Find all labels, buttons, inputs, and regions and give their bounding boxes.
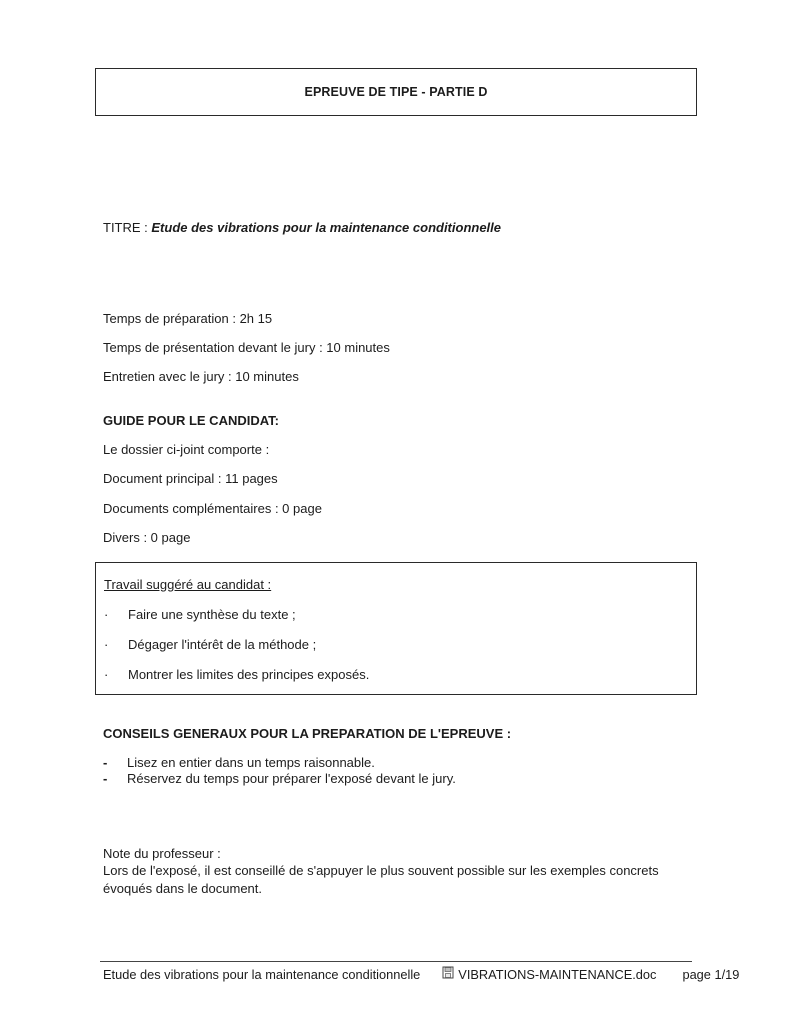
presentation-time-line: Temps de présentation devant le jury : 10 minutes bbox=[103, 340, 390, 355]
titre-value: Etude des vibrations pour la maintenance conditionnelle bbox=[151, 220, 502, 235]
interview-time-line: Entretien avec le jury : 10 minutes bbox=[103, 369, 299, 384]
titre-line bbox=[103, 220, 501, 235]
guide-line-complementaires: Documents complémentaires : 0 page bbox=[103, 501, 322, 516]
prep-time-line: Temps de préparation : 2h 15 bbox=[103, 311, 273, 326]
header-title-box bbox=[95, 68, 697, 116]
titre-label: TITRE : bbox=[103, 220, 152, 235]
document-title: EPREUVE DE TIPE - PARTIE D bbox=[304, 85, 488, 99]
footer-page-number: page 1/19 bbox=[682, 966, 740, 982]
dash-glyph: - bbox=[103, 755, 108, 770]
guide-heading: GUIDE POUR LE CANDIDAT: bbox=[103, 413, 279, 428]
bullet-glyph: · bbox=[104, 607, 109, 622]
note-body: Lors de l'exposé, il est conseillé de s'appuyer le plus souvent possible sur les exemples concrets évoqués dans le document. bbox=[103, 863, 659, 896]
bullet-glyph: · bbox=[104, 637, 109, 652]
embedded-document-icon bbox=[442, 966, 454, 982]
advice-item-text: Réservez du temps pour préparer l'exposé devant le jury. bbox=[127, 771, 456, 786]
advice-heading: CONSEILS GENERAUX POUR LA PREPARATION DE L'EPREUVE : bbox=[103, 726, 512, 741]
advice-item-text: Lisez en entier dans un temps raisonnable. bbox=[127, 755, 375, 770]
work-item bbox=[104, 637, 684, 652]
work-item-text: Montrer les limites des principes exposés. bbox=[128, 667, 370, 682]
note-heading: Note du professeur : bbox=[103, 846, 221, 861]
work-item bbox=[104, 607, 684, 622]
guide-line-principal: Document principal : 11 pages bbox=[103, 471, 278, 486]
footer-title: Etude des vibrations pour la maintenance conditionnelle bbox=[103, 966, 421, 982]
suggested-work-box bbox=[95, 562, 697, 695]
footer-doc-name: VIBRATIONS-MAINTENANCE.doc bbox=[458, 966, 657, 982]
advice-item bbox=[103, 755, 375, 770]
footer-divider bbox=[100, 961, 692, 962]
suggested-work-heading: Travail suggéré au candidat : bbox=[104, 577, 272, 592]
page-footer bbox=[103, 966, 740, 982]
guide-line-dossier: Le dossier ci-joint comporte : bbox=[103, 442, 270, 457]
advice-item bbox=[103, 771, 456, 786]
bullet-glyph: · bbox=[104, 667, 109, 682]
footer-document-ref bbox=[442, 966, 656, 982]
work-item bbox=[104, 667, 684, 682]
guide-line-divers: Divers : 0 page bbox=[103, 530, 191, 545]
dash-glyph: - bbox=[103, 771, 108, 786]
work-item-text: Faire une synthèse du texte ; bbox=[128, 607, 296, 622]
work-item-text: Dégager l'intérêt de la méthode ; bbox=[128, 637, 317, 652]
